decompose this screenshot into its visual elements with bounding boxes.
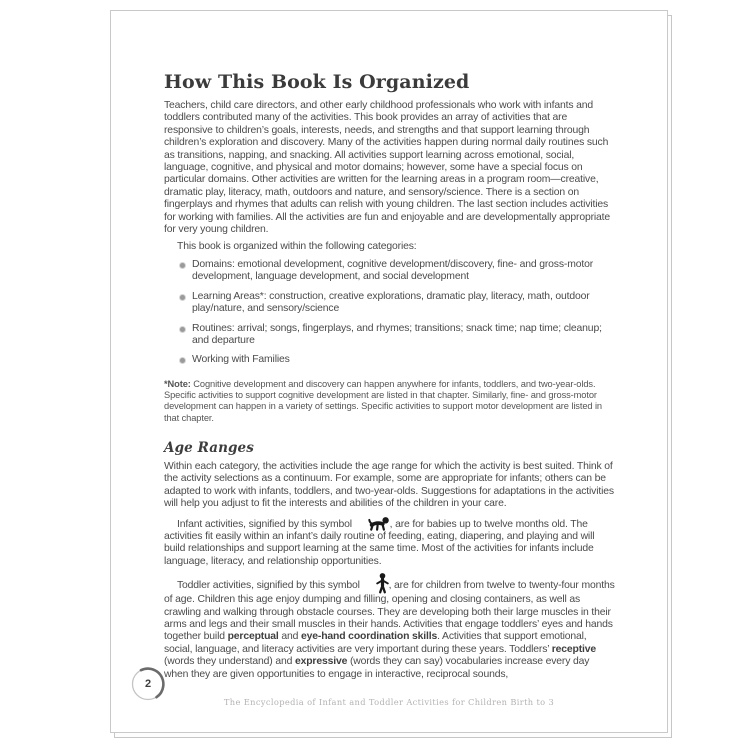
- list-item-text: Domains: emotional development, cognitive development/discovery, fine- and gross-motor development, language development, and social development: [192, 258, 594, 283]
- list-item: [180, 354, 616, 366]
- toddler-text: . Activities that support emotional, social, language, and literacy activities are very important during these years. Toddlers’: [164, 631, 587, 655]
- book-page: [110, 10, 668, 733]
- bullet-dot-icon: [180, 327, 185, 332]
- list-item-text: Routines: arrival; songs, fingerplays, and rhymes; transitions; snack time; nap time; cleanup; and departure: [192, 322, 602, 346]
- list-item-text: Working with Families: [192, 354, 290, 366]
- page-title: How This Book Is Organized: [164, 71, 470, 93]
- footer-book-title: The Encyclopedia of Infant and Toddler Activities for Children Birth to 3: [223, 697, 555, 707]
- bold-term: eye-hand coordination skills: [301, 631, 438, 643]
- list-item: [180, 323, 616, 348]
- list-item-text: Learning Areas*: construction, creative explorations, dramatic play, literacy, math, outdoor play/nature, and sensory/science: [192, 290, 590, 315]
- categories-list: [164, 259, 616, 367]
- list-item: [180, 291, 616, 316]
- bullet-dot-icon: [180, 295, 185, 300]
- toddler-text-before: Toddler activities, signified by this symbol: [177, 580, 363, 592]
- bullet-dot-icon: [180, 358, 185, 363]
- infant-text-before: Infant activities, signified by this symbol: [177, 518, 355, 530]
- toddler-paragraph: [164, 573, 616, 681]
- bullet-dot-icon: [180, 263, 185, 268]
- intro-paragraph: Teachers, child care directors, and other early childhood professionals who work with infants and toddlers contributed many of the activities. This book provides an array of activities that are responsive to children’s goals, interests, needs, and strengths and that support learning through children’s exploration and discovery. Many of the activities happen during normal daily routines such as transitions, napping, and snacking. All activities support learning across emotional, social, language, cognitive, and physical and motor domains; however, some have a special focus on particular domains. Other activities are written for the learning areas in a program room—creative, dramatic play, literacy, math, outdoors and nature, and sensory/science. There is a section on fingerplays and rhymes that adults can relish with young children. The last section includes activities for working with families. All the activities are fun and enjoyable and are developmentally appropriate for very young children.: [164, 100, 611, 236]
- infant-paragraph: [164, 516, 616, 569]
- page-number: 2: [144, 678, 152, 690]
- crawling-baby-icon: [355, 516, 390, 531]
- toddler-text: , are for children from twelve to twenty-four months of age. Children this age enjoy dumping and filling, opening and closing containers, as well as crawling and walking through obstacle courses. They are developing both their large muscles in their arms and legs and their small muscles in their hands. Activities that engage toddlers’ eyes and hands together build: [164, 580, 615, 643]
- toddler-text: (words they understand) and: [164, 656, 295, 668]
- note-label: *Note:: [164, 378, 191, 389]
- age-ranges-heading: Age Ranges: [164, 439, 254, 456]
- bold-term: expressive: [294, 656, 348, 668]
- categories-intro: This book is organized within the following categories:: [177, 241, 417, 253]
- list-item: [180, 259, 616, 284]
- note-paragraph: [164, 379, 616, 424]
- standing-toddler-icon: [363, 573, 389, 594]
- age-ranges-paragraph: Within each category, the activities include the age range for which the activity is best suited. Think of the activity selections as a continuum. For example, some are appropriate for infants; others can be adapted to work with infants, toddlers, and two-year-olds. Suggestions for adaptations in the activities will help you adjust to fit the interests and abilities of the children in your care.: [164, 460, 614, 510]
- bold-term: receptive: [551, 643, 597, 655]
- toddler-text: and: [278, 631, 302, 643]
- note-text: Cognitive development and discovery can happen anywhere for infants, toddlers, and two-year-olds. Specific activities to support cognitive development are listed in that chapter. Similarly, fine- and gross-motor development can happen in a variety of settings. Specific activities to support motor development are listed in that chapter.: [164, 378, 602, 423]
- toddler-text: (words they can say) vocabularies increase every day when they are given opportunities to engage in interactive, reciprocal sounds,: [164, 656, 590, 680]
- infant-text-after: , are for babies up to twelve months old. The activities fit easily within an infant’s daily routine of feeding, eating, diapering, and playing and will build relationships and support learning at the same time. Most of the activities for infants include language, literacy, and relationship opportunities.: [164, 518, 595, 567]
- page-content: [164, 71, 616, 681]
- bold-term: perceptual: [227, 631, 279, 643]
